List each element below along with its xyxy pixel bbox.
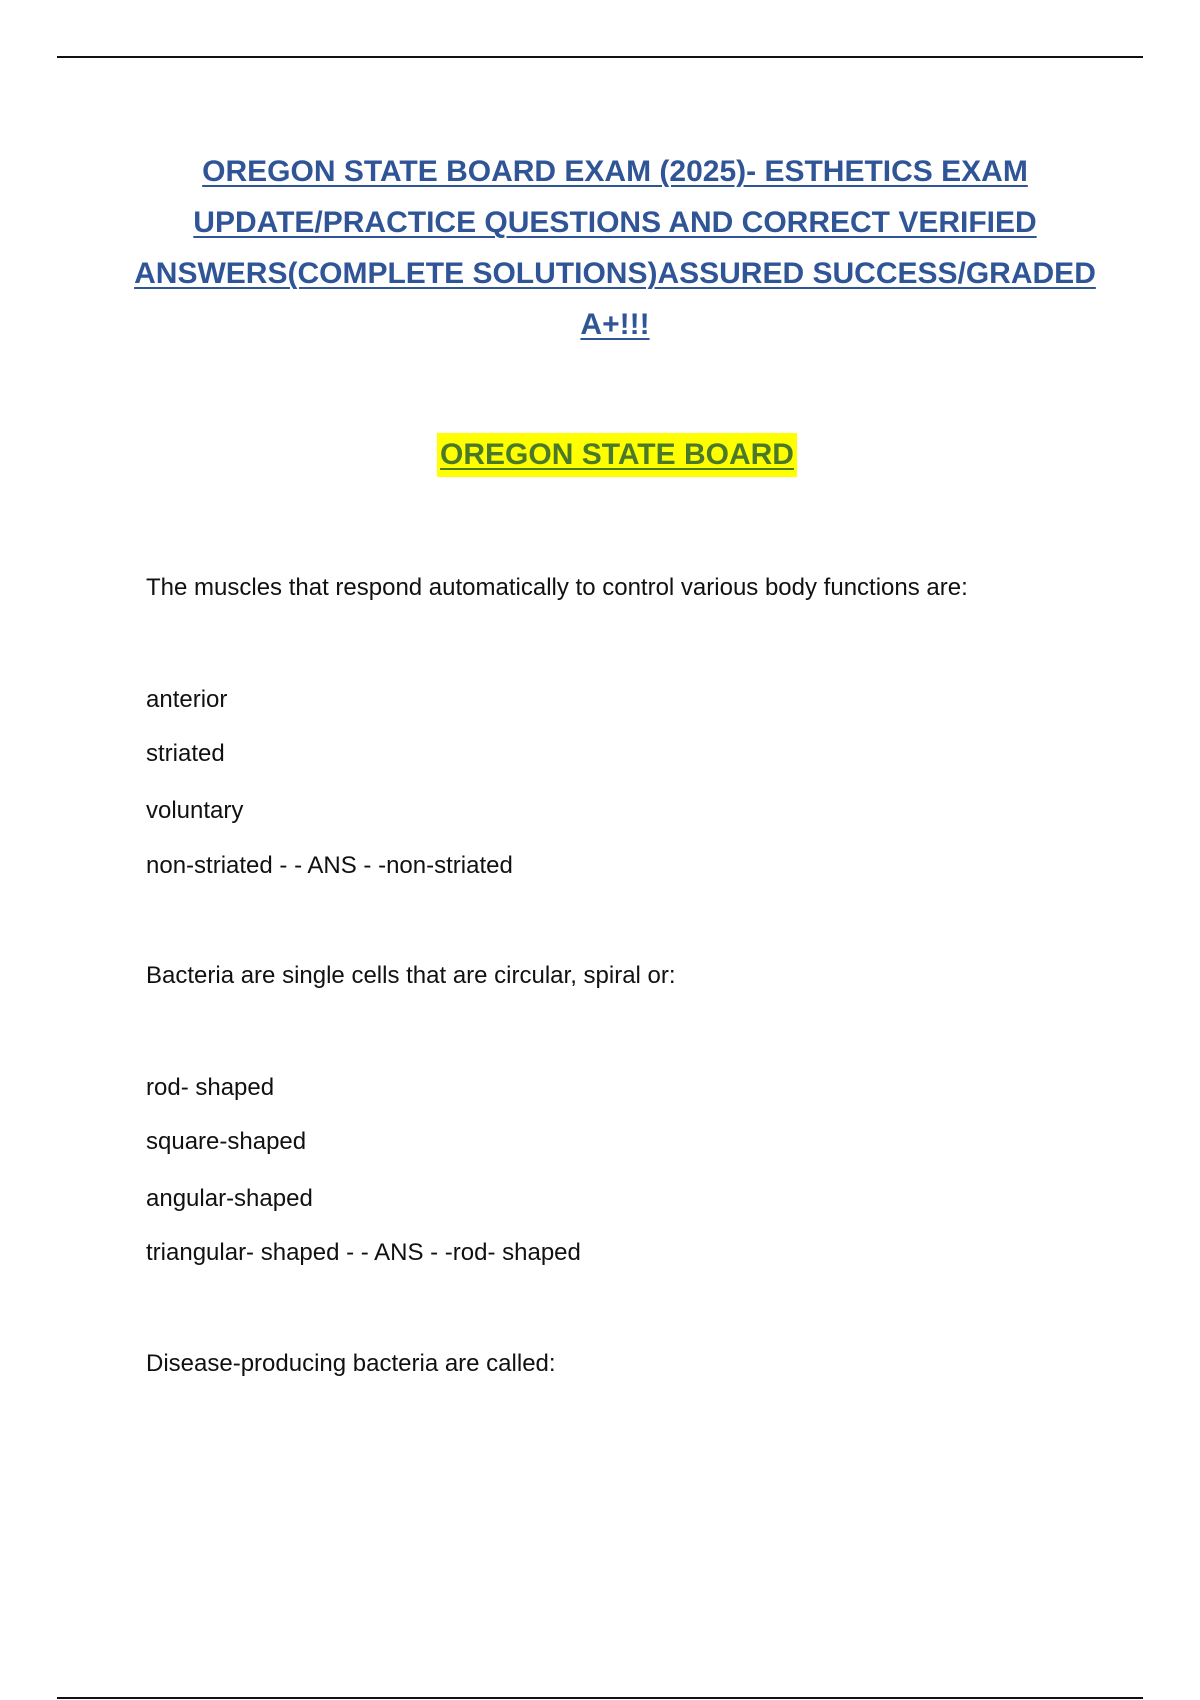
document-title xyxy=(120,146,1110,350)
title-line-3: ANSWERS(COMPLETE SOLUTIONS)ASSURED SUCCESS/GRADED xyxy=(134,257,1096,290)
question-1-option-4-answer: non-striated - - ANS - -non-striated xyxy=(146,852,513,879)
title-line-2: UPDATE/PRACTICE QUESTIONS AND CORRECT VERIFIED xyxy=(193,206,1037,239)
question-1-option-1: anterior xyxy=(146,686,228,713)
question-1-option-3: voluntary xyxy=(146,797,244,824)
bottom-rule xyxy=(57,1697,1143,1699)
question-2-option-2: square-shaped xyxy=(146,1128,307,1155)
question-1-option-2: striated xyxy=(146,740,225,767)
section-heading xyxy=(0,433,1200,477)
question-2-prompt: Bacteria are single cells that are circular, spiral or: xyxy=(146,962,676,989)
section-heading-text: OREGON STATE BOARD xyxy=(437,433,797,477)
question-3-prompt: Disease-producing bacteria are called: xyxy=(146,1350,556,1377)
question-1-prompt: The muscles that respond automatically to control various body functions are: xyxy=(146,574,968,601)
question-2-option-1: rod- shaped xyxy=(146,1074,275,1101)
question-2-option-4-answer: triangular- shaped - - ANS - -rod- shaped xyxy=(146,1239,581,1266)
question-2-option-3: angular-shaped xyxy=(146,1185,313,1212)
title-line-4: A+!!! xyxy=(580,308,650,341)
title-line-1: OREGON STATE BOARD EXAM (2025)- ESTHETICS EXAM xyxy=(202,155,1028,188)
top-rule xyxy=(57,56,1143,58)
